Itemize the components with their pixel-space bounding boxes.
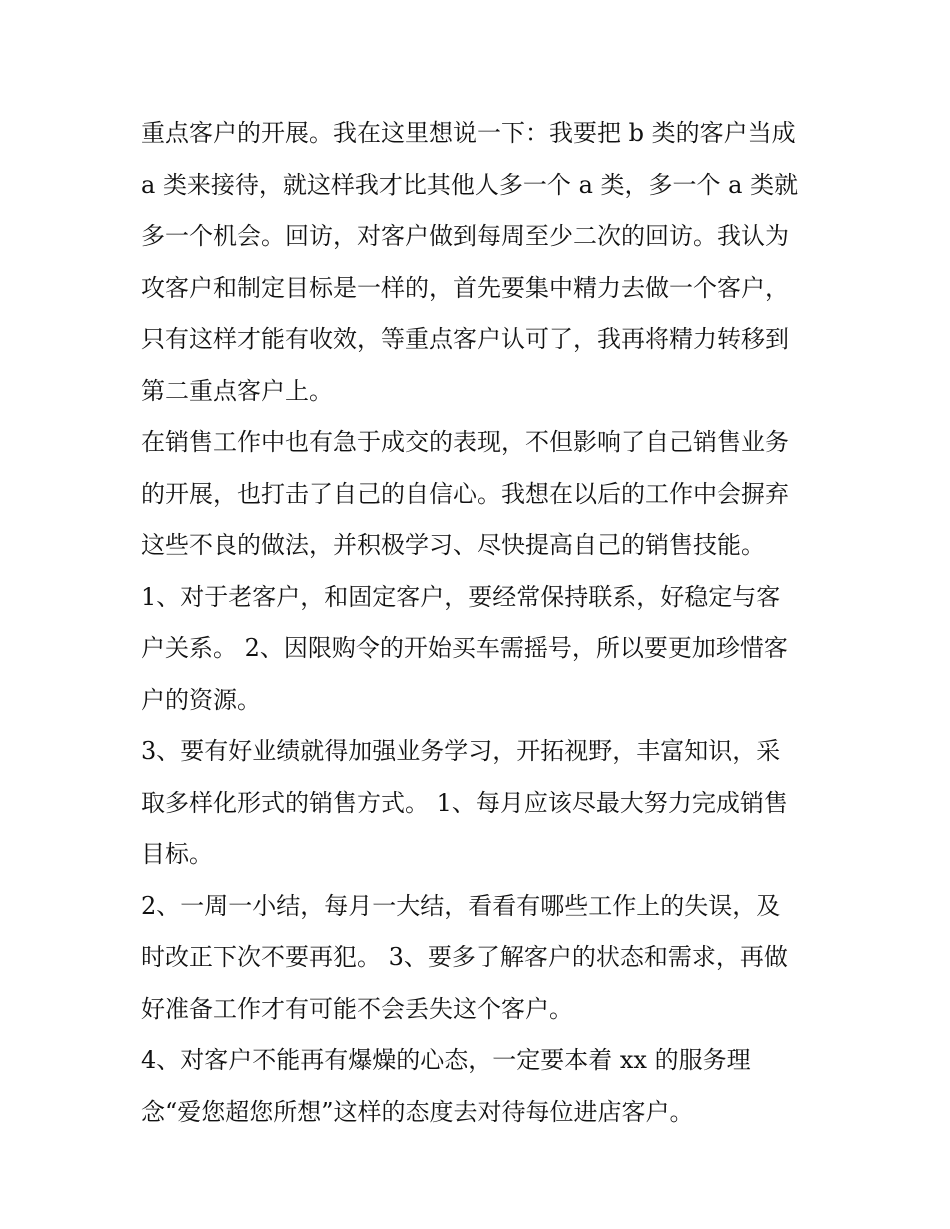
text-line: 重点客户的开展。我在这里想说一下：我要把 b 类的客户当成 — [141, 119, 796, 147]
text-line: 2、一周一小结，每月一大结，看看有哪些工作上的失误，及 — [141, 891, 781, 920]
text-line: 只有这样才能有收效，等重点客户认可了，我再将精力转移到 — [141, 325, 789, 353]
text-line: 好准备工作才有可能不会丢失这个客户。 — [141, 994, 573, 1023]
text-line: 户的资源。 — [141, 685, 261, 714]
text-line: 3、要有好业绩就得加强业务学习，开拓视野，丰富知识，采 — [141, 737, 781, 765]
text-line: 这些不良的做法，并积极学习、尽快提高自己的销售技能。 — [141, 531, 765, 559]
text-line: 在销售工作中也有急于成交的表现，不但影响了自己销售业务 — [141, 428, 789, 456]
text-line: 1、对于老客户，和固定客户，要经常保持联系，好稳定与客 — [141, 582, 781, 611]
text-line: 4、对客户不能再有爆燥的心态，一定要本着 xx 的服务理 — [141, 1046, 751, 1074]
text-line: 多一个机会。回访，对客户做到每周至少二次的回访。我认为 — [141, 222, 789, 250]
text-line: 时改正下次不要再犯。 3、要多了解客户的状态和需求，再做 — [141, 943, 788, 971]
text-line: 念“爱您超您所想”这样的态度去对待每位进店客户。 — [141, 1097, 694, 1126]
document-body — [141, 108, 821, 1138]
text-line: 目标。 — [141, 840, 213, 868]
text-line: 的开展，也打击了自己的自信心。我想在以后的工作中会摒弃 — [141, 479, 789, 508]
text-line: 户关系。 2、因限购令的开始买车需摇号，所以要更加珍惜客 — [141, 634, 788, 662]
text-line: 第二重点客户上。 — [141, 376, 333, 405]
text-line: 攻客户和制定目标是一样的，首先要集中精力去做一个客户， — [141, 273, 789, 302]
text-line: a 类来接待，就这样我才比其他人多一个 a 类，多一个 a 类就 — [141, 170, 799, 199]
text-line: 取多样化形式的销售方式。 1、每月应该尽最大努力完成销售 — [141, 788, 788, 817]
